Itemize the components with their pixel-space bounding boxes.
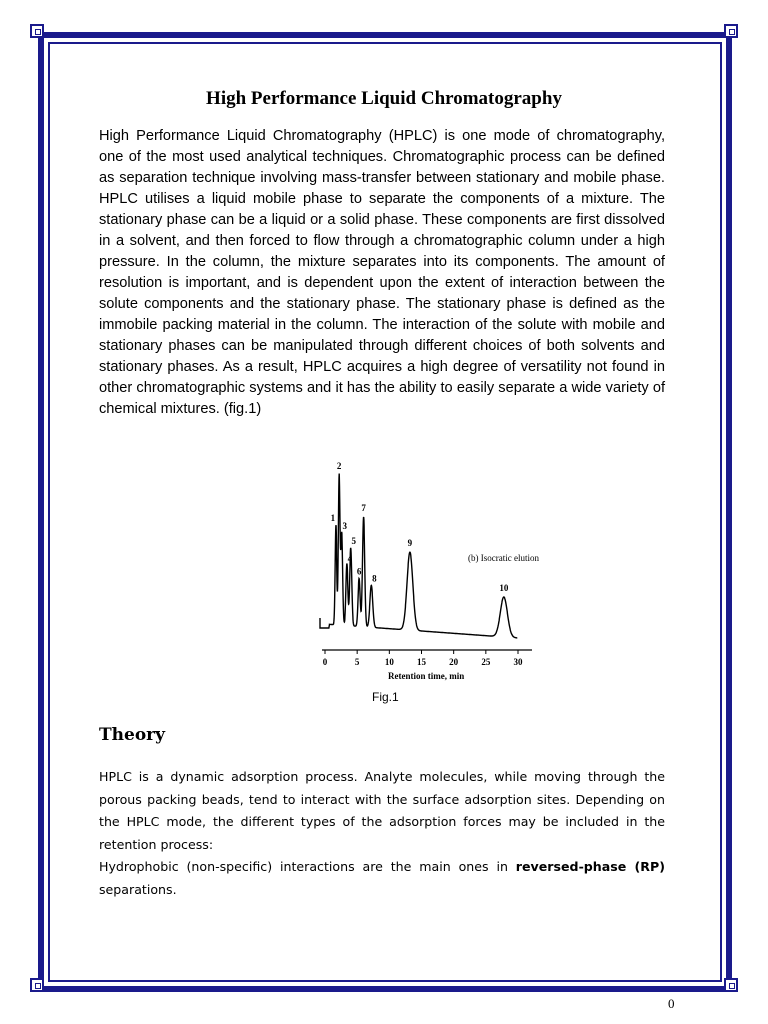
theory-paragraph-2-end: separations. xyxy=(99,881,177,897)
section-heading-theory: Theory xyxy=(99,725,165,745)
peak-label-1: 1 xyxy=(330,512,336,523)
reversed-phase-term: reversed-phase (RP) xyxy=(515,859,665,874)
peak-label-10: 10 xyxy=(499,582,509,593)
peak-label-6: 6 xyxy=(356,566,362,577)
peak-label-2: 2 xyxy=(336,461,342,472)
theory-paragraph-2 xyxy=(99,856,665,901)
peak-label-7: 7 xyxy=(361,502,366,513)
x-tick-label: 0 xyxy=(322,657,328,667)
peak-label-9: 9 xyxy=(407,538,413,549)
x-tick-label: 15 xyxy=(417,657,426,667)
border-corner-bottom-right xyxy=(724,978,738,992)
intro-paragraph: High Performance Liquid Chromatography (HPLC) is one mode of chromatography, one of the most used analytical techniques. Chromatographic process can be defined as separation technique involving mass-transfer between stationary and mobile phase. HPLC utilises a liquid mobile phase to separate the components of a mixture. The stationary phase can be a liquid or a solid phase. These components are first dissolved in a solvent, and then forced to flow through a chromatographic column under a high pressure. In the column, the mixture separates into its components. The amount of resolution is important, and is dependent upon the extent of interaction between the solute components and the stationary phase. The stationary phase is defined as the immobile packing material in the column. The interaction of the solute with mobile and stationary phases can be manipulated through different choices of both solvents and stationary phases. As a result, HPLC acquires a high degree of versatility not found in other chromatographic systems and it has the ability to easily separate a wide variety of chemical mixtures. (fig.1) xyxy=(99,128,665,417)
page-number: 0 xyxy=(668,996,675,1011)
chromatogram-figure xyxy=(312,461,572,686)
x-axis-label: Retention time, min xyxy=(388,671,465,681)
peak-label-8: 8 xyxy=(372,573,377,584)
x-tick-label: 10 xyxy=(384,657,394,667)
border-corner-bottom-left xyxy=(30,978,44,992)
peak-label-5: 5 xyxy=(351,535,356,546)
x-tick-label: 5 xyxy=(354,657,360,667)
chart-annotation: (b) Isocratic elution xyxy=(468,553,539,563)
figure-caption: Fig.1 xyxy=(372,690,399,704)
theory-paragraph-2-text: Hydrophobic (non-specific) interactions are the main ones in xyxy=(99,859,516,874)
border-corner-top-right xyxy=(724,24,738,38)
peak-label-4: 4 xyxy=(347,553,353,564)
theory-paragraph-1: HPLC is a dynamic adsorption process. Analyte molecules, while moving through the porous packing beads, tend to interact with the surface adsorption sites. Depending on the HPLC mode, the different types of the adsorption forces may be included in the retention process: xyxy=(99,769,665,852)
peak-label-3: 3 xyxy=(342,521,347,532)
x-tick-label: 30 xyxy=(513,657,523,667)
document-title: High Performance Liquid Chromatography xyxy=(206,88,562,109)
x-tick-label: 20 xyxy=(449,657,459,667)
border-corner-top-left xyxy=(30,24,44,38)
x-tick-label: 25 xyxy=(481,657,491,667)
theory-body xyxy=(99,766,665,901)
x-axis-ticks xyxy=(323,650,523,667)
